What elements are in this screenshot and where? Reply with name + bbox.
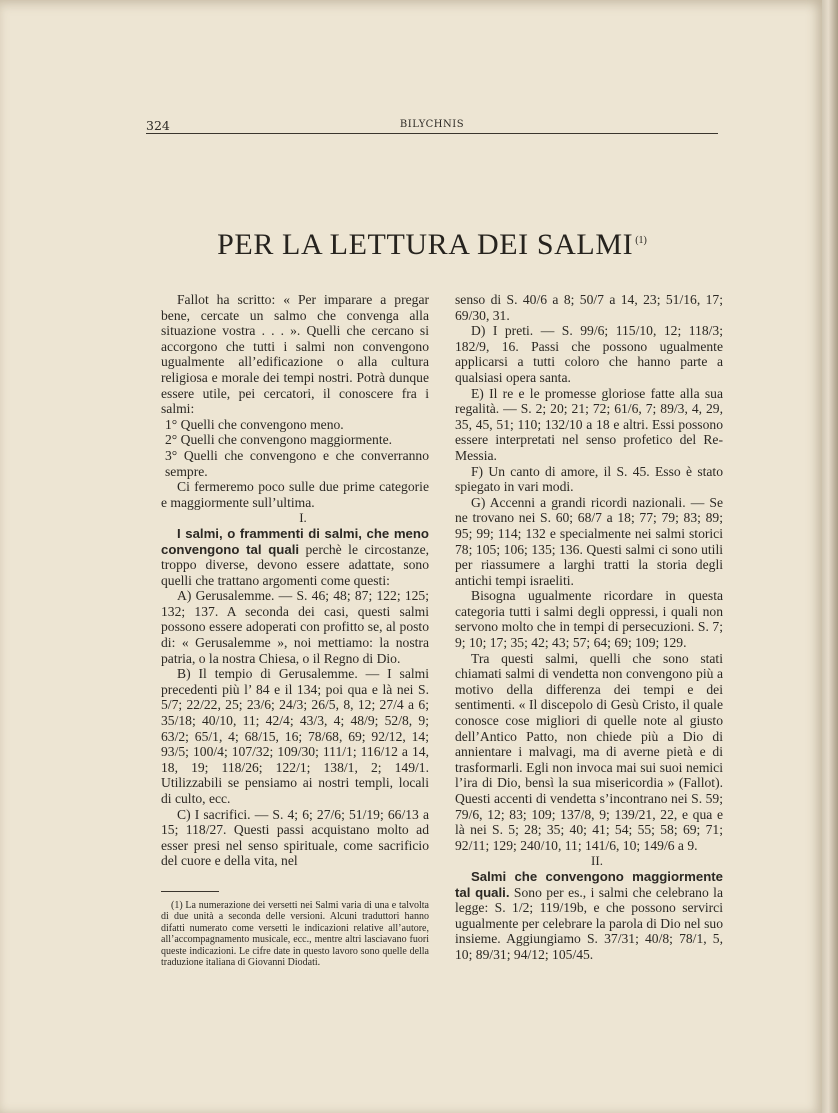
list-item-3: 3° Quelli che convengono e che converranno sempre. — [165, 447, 429, 479]
section-2-numeral: II. — [591, 853, 603, 869]
continued-paragraph: senso di S. 40/6 a 8; 50/7 a 14, 23; 51/16, 17; 69/30, 31. — [455, 292, 723, 323]
part-c-paragraph: C) I sacrifici. — S. 4; 6; 27/6; 51/19; 66/13 a 15; 118/27. Questi passi acquistano molto ad esser presi nel senso spirituale, come sacrificio del cuore e della vita, nel — [161, 806, 429, 869]
article-title — [146, 228, 718, 262]
running-header — [146, 118, 718, 134]
right-column — [455, 292, 723, 963]
part-a-paragraph: A) Gerusalemme. — S. 46; 48; 87; 122; 125; 132; 137. A seconda dei casi, questi salmi possono essere adoperati con profitto se, al posto di: « Gerusalemme », noi mettiamo: la nostra patria, o la nostra Chiesa, o il Regno di Dio. — [161, 588, 429, 666]
section-2-heading: Salmi che convengono maggiormente tal quali. — [455, 868, 723, 900]
intro-paragraph: Fallot ha scritto: « Per imparare a pregar bene, cercate un salmo che convenga alla situazione vostra . . . ». Quelli che cercano si accorgono che tutti i salmi non convengono ugualmente all’edificazione o alla cultura religiosa e morale dei tempi nostri. Potrà dunque essere utile, pei cercatori, il conoscere fra i salmi: — [161, 292, 429, 417]
section-1-numeral: I. — [299, 510, 307, 526]
part-g-paragraph: G) Accenni a grandi ricordi nazionali. — Se ne trovano nei S. 60; 68/7 a 18; 77; 79; 83; 89; 95; 99; 114; 132 e specialmente nei salmi storici 78; 105; 106; 135; 136. Questi salmi ci sono utili per riassumere a larghi tratti la storia degli antichi tempi israeliti. — [455, 494, 723, 588]
section-1-text: perchè le circostanze, troppo diverse, devono essere adattate, sono quelli che trattano argomenti come questi: — [161, 541, 429, 588]
section-1-lead — [161, 526, 429, 588]
closing-paragraph: Ci fermeremo poco sulle due prime categorie e maggiormente sull’ultima. — [161, 479, 429, 510]
page-edge — [822, 0, 838, 1113]
running-title: BILYCHNIS — [399, 119, 465, 130]
oppressi-paragraph: Bisogna ugualmente ricordare in questa categoria tutti i salmi degli oppressi, i quali non servono molto che in tempi di persecuzioni. S. 7; 9; 10; 17; 35; 42; 43; 57; 64; 69; 109; 129. — [455, 588, 723, 651]
part-d-paragraph: D) I preti. — S. 99/6; 115/10, 12; 118/3; 182/9, 16. Passi che possono ugualmente applicarsi a tutti coloro che hanno parte a qualsiasi opera santa. — [455, 323, 723, 385]
part-f-paragraph: F) Un canto di amore, il S. 45. Esso è stato spiegato in vari modi. — [455, 463, 723, 495]
part-e-paragraph: E) Il re e le promesse gloriose fatte alla sua regalità. — S. 2; 20; 21; 72; 61/6, 7; 89/3, 4, 29, 35, 45, 51; 110; 132/10 a 18 e altri. Essi possono essere interpretati nel senso profetico del Re-Messia. — [455, 385, 723, 463]
title-text: PER LA LETTURA DEI SALMI — [217, 228, 634, 261]
list-item-2: 2° Quelli che convengono maggiormente. — [165, 432, 393, 448]
section-2-lead — [455, 869, 723, 963]
left-column — [161, 292, 429, 968]
page-number: 324 — [146, 118, 170, 133]
section-1-heading: I salmi, o frammenti di salmi, che meno convengono tal quali — [161, 525, 429, 557]
header-rule — [146, 133, 718, 134]
footnote: (1) La numerazione dei versetti nei Salmi varia di una e talvolta di due unità a seconda delle versioni. Alcuni traduttori hanno difatti numerato come versetti le indicazioni relative all’autore, all’accompagnamento musicale, ecc., mentre altri lasciavano fuori queste indicazioni. Le cifre date in questo lavoro sono quelle della traduzione italiana di Giovanni Diodati. — [161, 899, 429, 968]
footnote-rule — [161, 891, 219, 892]
part-b-paragraph: B) Il tempio di Gerusalemme. — I salmi precedenti più l’ 84 e il 134; poi qua e là nei S. 5/7; 22/22, 25; 23/6; 24/3; 26/5, 8, 12; 27/4 a 6; 35/18; 40/10, 11; 42/4; 43/3, 4; 48/9; 52/8, 9; 63/2; 65/1, 4; 68/15, 16; 78/68, 69; 92/12, 14; 93/5; 100/4; 107/32; 109/30; 111/1; 116/12 a 14, 18, 19; 118/26; 122/1; 138/1, 2; 149/1. Utilizzabili se pensiamo ai nostri templi, locali di culto, ecc. — [161, 666, 429, 806]
section-2-text: Sono per es., i salmi che celebrano la legge: S. 1/2; 119/19b, e che possono servirci ugualmente per celebrare la parola di Dio nel suo insieme. Aggiungiamo S. 37/31; 40/8; 78/1, 5, 10; 89/31; 94/12; 105/45. — [455, 884, 723, 962]
vendetta-paragraph: Tra questi salmi, quelli che sono stati chiamati salmi di vendetta non convengono più a motivo della differenza dei tempi e dei sentimenti. « Il discepolo di Gesù Cristo, il quale conosce cose migliori di quelle note al giusto dell’Antico Patto, non chiede più a Dio di annientare i malvagi, ma di averne pietà e di trasformarli. Egli non invoca mai sui suoi nemici l’ira di Dio, bensì la sua misericordia » (Fallot). Questi accenti di vendetta s’incontrano nei S. 59; 79/6, 12; 83; 109; 137/8, 9; 139/21, 22, e qua e là nei S. 5; 28; 35; 40; 41; 54; 55; 58; 69; 71; 92/11; 129; 240/10, 11; 141/6, 10; 149/6 a 9. — [455, 650, 723, 853]
list-item-1: 1° Quelli che convengono meno. — [165, 416, 344, 432]
title-note-mark: (1) — [635, 235, 647, 246]
